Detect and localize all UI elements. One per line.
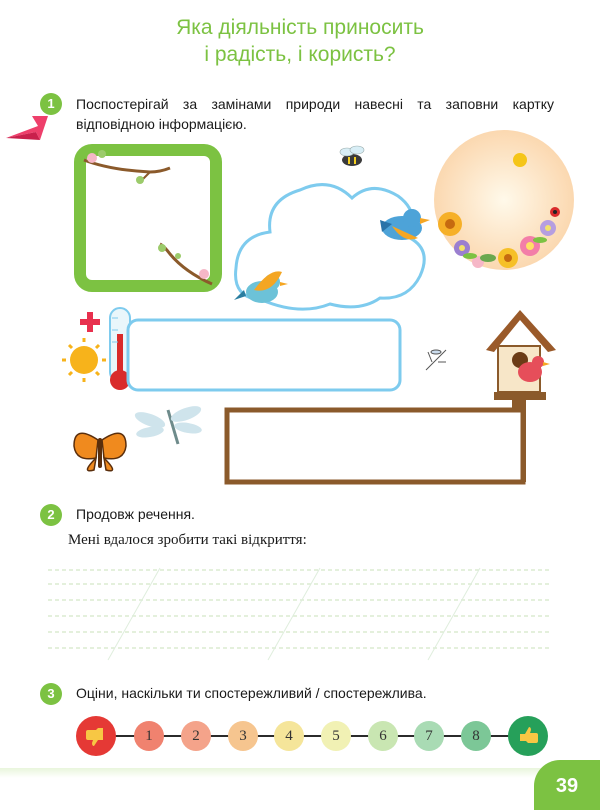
birdhouse-box: [227, 410, 523, 482]
task-1-text: Поспостерігай за замінами природи навесні та заповни картку відповідною інформацією.: [76, 96, 554, 132]
footer-band: [0, 768, 560, 778]
task-1-number: 1: [40, 93, 62, 115]
dragonfly-icon: [133, 403, 203, 444]
task-2-text: Продовж речення.: [76, 506, 195, 522]
task-3-text: Оціни, наскільки ти спостережливий / спостережлива.: [76, 685, 427, 701]
rating-1[interactable]: 1: [134, 721, 164, 751]
mosquito-icon: [426, 350, 446, 370]
thumbs-up-button[interactable]: [508, 716, 548, 756]
rating-5[interactable]: 5: [321, 721, 351, 751]
title-line-2: і радість, і користь?: [204, 43, 396, 66]
task-2-number: 2: [40, 504, 62, 526]
title-line-1: Яка діяльність приносить: [176, 16, 424, 39]
temperature-box: [128, 320, 400, 390]
pointer-arrow-icon: [6, 116, 48, 140]
rating-scale: [76, 716, 554, 756]
rating-8[interactable]: 8: [461, 721, 491, 751]
thumbs-down-icon: [76, 716, 116, 756]
thumbs-up-icon: [508, 716, 548, 756]
rating-3[interactable]: 3: [228, 721, 258, 751]
page-number: 39: [534, 760, 600, 810]
sentence-start: Мені вдалося зробити такі відкриття:: [68, 532, 307, 548]
rating-6[interactable]: 6: [368, 721, 398, 751]
sun-icon: [62, 338, 106, 382]
thumbs-down-button[interactable]: [76, 716, 116, 756]
bee-icon: [340, 146, 364, 166]
rating-7[interactable]: 7: [414, 721, 444, 751]
rating-2[interactable]: 2: [181, 721, 211, 751]
writing-lines[interactable]: [48, 566, 552, 662]
task-3-number: 3: [40, 683, 62, 705]
plus-icon: [80, 312, 100, 332]
rating-4[interactable]: 4: [274, 721, 304, 751]
sun-flower-circle: [434, 130, 574, 270]
green-frame-box: [80, 150, 216, 286]
butterfly-icon: [74, 433, 126, 471]
page-footer: [0, 768, 600, 810]
